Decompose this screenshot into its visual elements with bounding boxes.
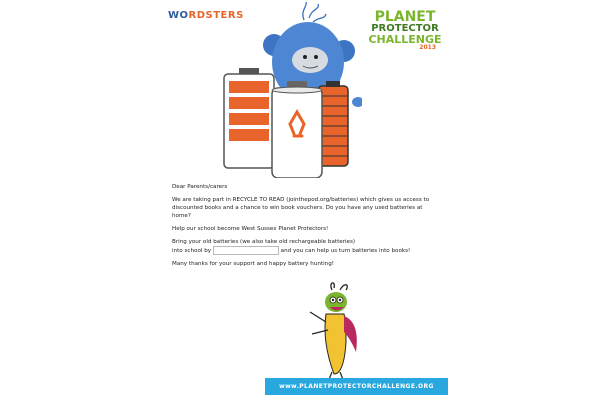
battery-left-bar-4-icon: [229, 129, 269, 141]
logo-part1: WO: [168, 10, 189, 21]
logo-part2: RDSTERS: [188, 10, 244, 21]
monster-battery-illustration: [212, 2, 362, 178]
mascot-antenna-icon: [331, 283, 347, 290]
closing: Many thanks for your support and happy battery hunting!: [172, 261, 334, 267]
battery-left-terminal-icon: [239, 68, 259, 74]
paragraph-help: Help our school become West Sussex Planet Protectors!: [172, 226, 329, 232]
battery-left-bar-2-icon: [229, 97, 269, 109]
battery-left-bar-3-icon: [229, 113, 269, 125]
logo-challenge: CHALLENGE: [368, 33, 442, 46]
mascot-body-icon: [325, 314, 346, 374]
paragraph-bring-batteries: [172, 238, 434, 255]
website-footer-link[interactable]: www.PLANETPROTECTORCHALLENGE.ORG: [265, 378, 448, 395]
logo-protector: PROTECTOR: [371, 23, 439, 34]
planet-protector-logo: [368, 10, 442, 51]
flyer-page: [160, 0, 450, 400]
monster-hand-right-icon: [352, 97, 362, 107]
monster-eye-right-icon: [314, 55, 318, 59]
monster-face-icon: [292, 47, 328, 73]
letter-body: [172, 183, 434, 273]
logo-year: 2013: [419, 44, 436, 51]
battery-left-bar-1-icon: [229, 81, 269, 93]
salutation: Dear Parents/carers: [172, 184, 228, 190]
battery-right-terminal-icon: [326, 81, 340, 87]
logo-planet: PLANET: [374, 9, 436, 25]
battery-center-icon: [272, 88, 322, 178]
paragraph-recycle-to-read: We are taking part in RECYCLE TO READ (jointhepod.org/batteries) which gives us access to discounted books and a chance to win book vouchers. Do you have any used batteries at home?: [172, 197, 430, 219]
monster-hair-icon: [303, 2, 326, 22]
bring-line-1: Bring your old batteries (we also take old rechargeable batteries): [172, 239, 356, 245]
monster-eye-left-icon: [303, 55, 307, 59]
date-field[interactable]: [213, 246, 279, 255]
bring-line-2-end: and you can help us turn batteries into books!: [280, 248, 411, 254]
bug-mascot-illustration: [300, 282, 370, 382]
bring-line-2-start: into school by: [172, 248, 212, 254]
